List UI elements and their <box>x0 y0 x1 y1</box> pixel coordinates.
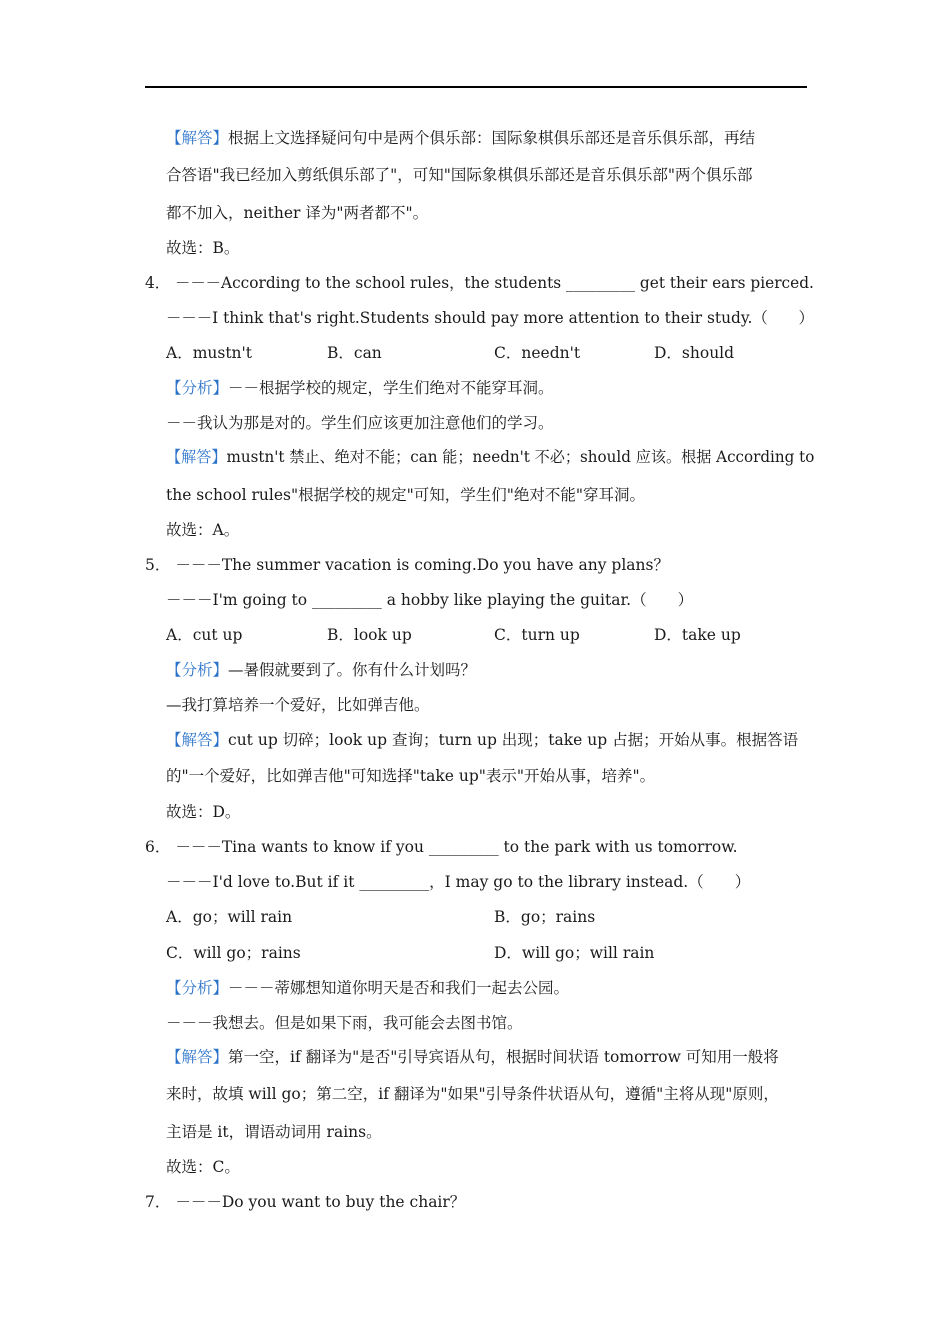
question-number: 5． <box>145 556 171 574</box>
q4-option-a: A．mustn't <box>166 344 253 362</box>
q5-analysis-line: —我打算培养一个爱好，比如弹吉他。 <box>166 696 430 714</box>
question-number: 6． <box>145 838 171 856</box>
q6-analysis-line: 【分析】－－－蒂娜想知道你明天是否和我们一起去公园。 <box>166 979 570 997</box>
q5-answer-line: 【解答】cut up 切碎；look up 查询；turn up 出现；take up 占据；开始从事。根据答语 <box>166 731 799 749</box>
q4-answer-line: 【解答】mustn't 禁止、绝对不能；can 能；needn't 不必；should 应该。根据 According to <box>166 448 815 466</box>
q5-reply: －－－I'm going to _________ a hobby like playing the guitar.（ ） <box>166 591 694 609</box>
analysis-tag: 【分析】 <box>166 979 229 997</box>
q5-option-c: C．turn up <box>494 626 580 644</box>
q5-choice: 故选：D。 <box>166 803 241 821</box>
answer-tag: 【解答】 <box>166 448 227 466</box>
q3-answer-line: 合答语"我已经加入剪纸俱乐部了"，可知"国际象棋俱乐部还是音乐俱乐部"两个俱乐部 <box>166 166 753 184</box>
q4-question: 4． －－－According to the school rules，the students _________ get their ears pierced. <box>145 274 814 292</box>
q6-answer-line: 主语是 it，谓语动词用 rains。 <box>166 1123 382 1141</box>
q6-reply: －－－I'd love to.But if it _________，I may go to the library instead.（ ） <box>166 873 751 891</box>
answer-tag: 【解答】 <box>166 1048 229 1066</box>
q5-analysis-line: 【分析】—暑假就要到了。你有什么计划吗？ <box>166 661 477 679</box>
header-rule <box>145 86 807 88</box>
q5-option-d: D．take up <box>654 626 741 644</box>
q4-choice: 故选：A。 <box>166 521 240 539</box>
question-number: 7． <box>145 1193 171 1211</box>
analysis-tag: 【分析】 <box>166 379 229 397</box>
q6-option-a: A．go；will rain <box>166 908 293 926</box>
q6-analysis-line: －－－我想去。但是如果下雨，我可能会去图书馆。 <box>166 1014 523 1032</box>
q4-answer-line: the school rules"根据学校的规定"可知，学生们"绝对不能"穿耳洞。 <box>166 486 645 504</box>
q3-answer-line: 都不加入，neither 译为"两者都不"。 <box>166 204 429 222</box>
q5-question: 5． －－－The summer vacation is coming.Do you have any plans？ <box>145 556 669 574</box>
q6-option-c: C．will go；rains <box>166 944 301 962</box>
q6-question: 6． －－－Tina wants to know if you _________ to the park with us tomorrow. <box>145 838 738 856</box>
answer-tag: 【解答】 <box>166 129 229 147</box>
q6-choice: 故选：C。 <box>166 1158 240 1176</box>
q4-option-c: C．needn't <box>494 344 581 362</box>
q4-analysis-line: 【分析】－－根据学校的规定，学生们绝对不能穿耳洞。 <box>166 379 554 397</box>
q6-option-d: D．will go；will rain <box>494 944 655 962</box>
q4-option-d: D．should <box>654 344 735 362</box>
q3-answer-line: 【解答】根据上文选择疑问句中是两个俱乐部：国际象棋俱乐部还是音乐俱乐部，再结 <box>166 129 756 147</box>
answer-tag: 【解答】 <box>166 731 229 749</box>
analysis-tag: 【分析】 <box>166 661 229 679</box>
q7-question: 7． －－－Do you want to buy the chair？ <box>145 1193 466 1211</box>
q5-option-a: A．cut up <box>166 626 243 644</box>
q5-answer-line: 的"一个爱好，比如弹吉他"可知选择"take up"表示"开始从事，培养"。 <box>166 767 656 785</box>
question-number: 4． <box>145 274 171 292</box>
q6-answer-line: 【解答】第一空，if 翻译为"是否"引导宾语从句，根据时间状语 tomorrow 可知用一般将 <box>166 1048 779 1066</box>
q6-option-b: B．go；rains <box>494 908 596 926</box>
q5-option-b: B．look up <box>327 626 412 644</box>
q4-reply: －－－I think that's right.Students should pay more attention to their study.（ ） <box>166 309 814 327</box>
q4-analysis-line: －－我认为那是对的。学生们应该更加注意他们的学习。 <box>166 414 554 432</box>
q3-choice: 故选：B。 <box>166 239 240 257</box>
q4-option-b: B．can <box>327 344 382 362</box>
q6-answer-line: 来时，故填 will go；第二空，if 翻译为"如果"引导条件状语从句，遵循"主将从现"原则， <box>166 1085 779 1103</box>
